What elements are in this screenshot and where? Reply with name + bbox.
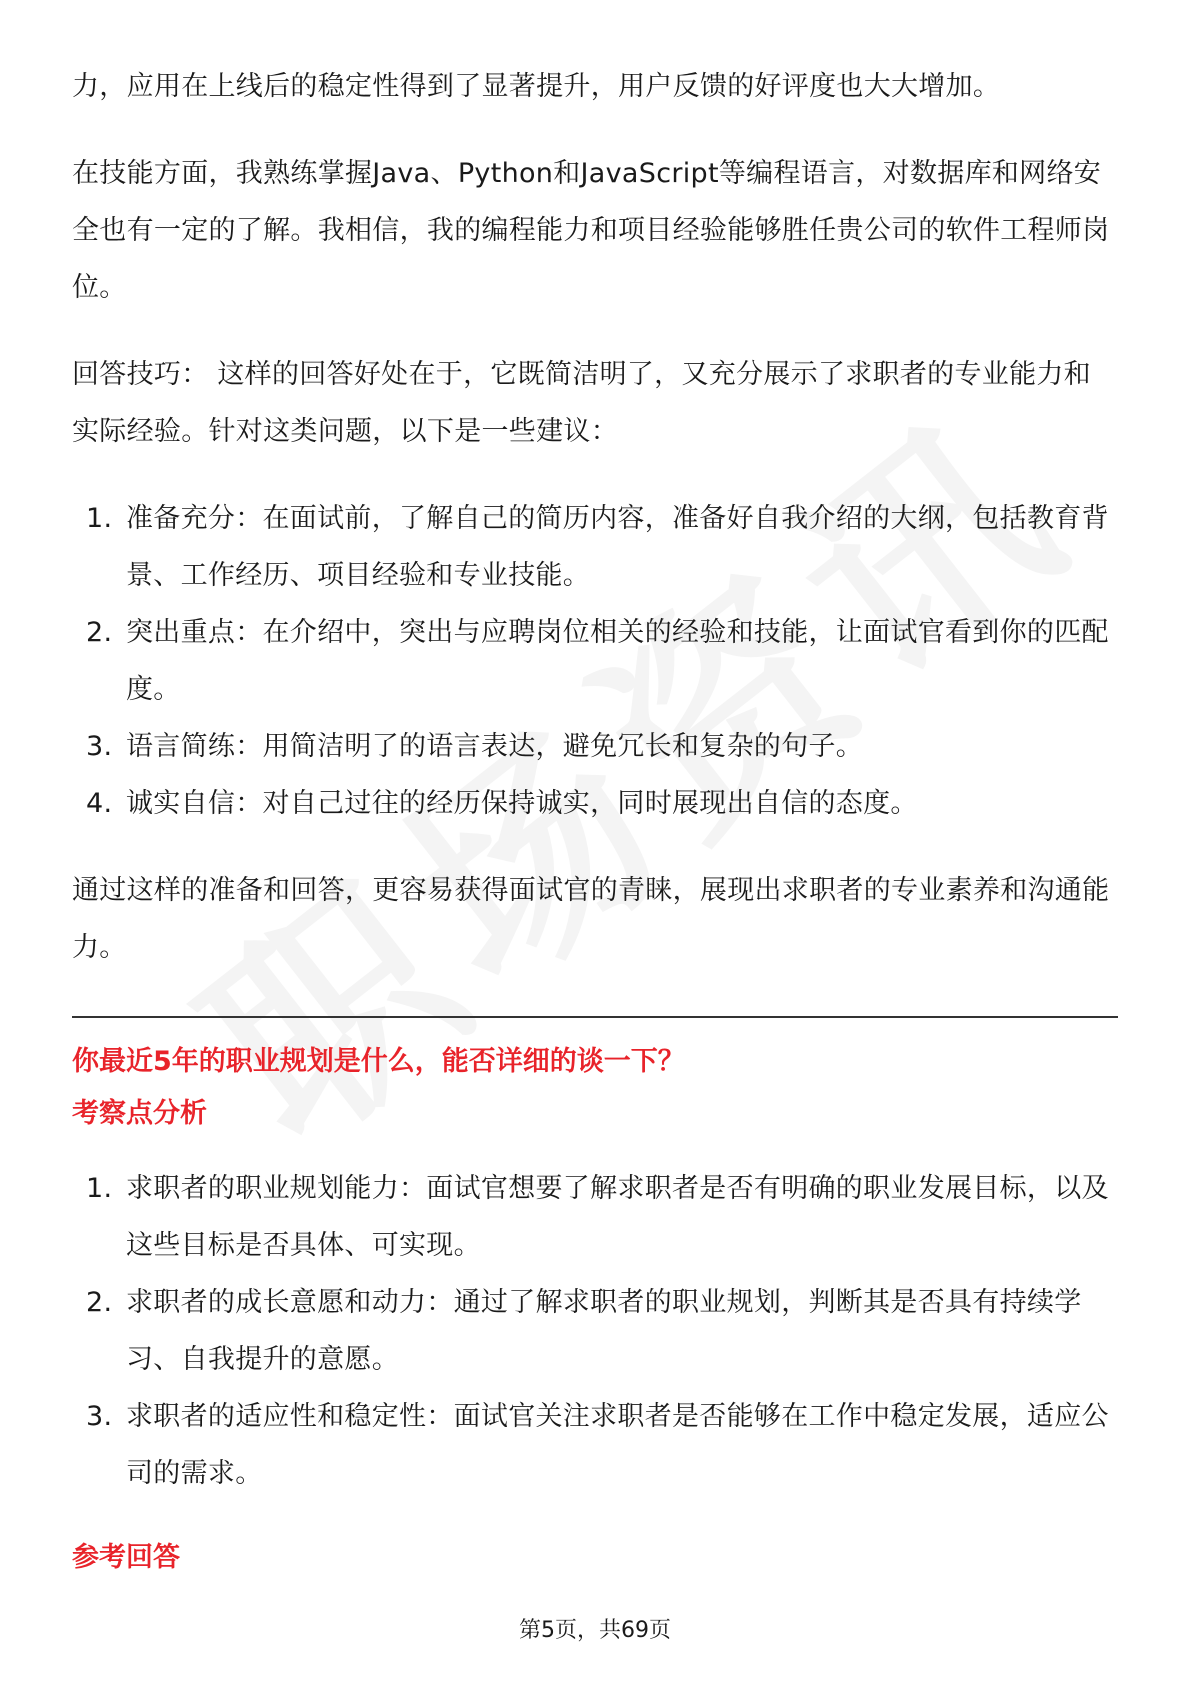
list-item [72, 1388, 1118, 1502]
analysis-heading: 考察点分析 [72, 1098, 207, 1129]
list-item [72, 718, 1118, 775]
list-item-number: 2. [86, 617, 113, 648]
list-item-number: 3. [86, 1401, 113, 1432]
answer-heading: 参考回答 [72, 1542, 180, 1573]
list-item-text: 突出重点：在介绍中，突出与应聘岗位相关的经验和技能，让面试官看到你的匹配度。 [126, 617, 1109, 705]
list-item-number: 2. [86, 1287, 113, 1318]
analysis-list [72, 1160, 1118, 1502]
paragraph-answer-tips: 回答技巧： 这样的回答好处在于，它既简洁明了，又充分展示了求职者的专业能力和实际经验。针对这类问题，以下是一些建议： [72, 359, 1091, 447]
page-number: 第5页，共69页 [519, 1618, 671, 1643]
list-item-text: 诚实自信：对自己过往的经历保持诚实，同时展现出自信的态度。 [126, 788, 918, 819]
list-item-number: 4. [86, 788, 113, 819]
paragraph-summary: 通过这样的准备和回答，更容易获得面试官的青睐，展现出求职者的专业素养和沟通能力。 [72, 875, 1110, 963]
list-item [72, 490, 1118, 604]
list-item [72, 775, 1118, 832]
list-item-text: 求职者的成长意愿和动力：通过了解求职者的职业规划，判断其是否具有持续学习、自我提升的意愿。 [126, 1287, 1082, 1375]
list-item-text: 准备充分：在面试前，了解自己的简历内容，准备好自我介绍的大纲，包括教育背景、工作经历、项目经验和专业技能。 [126, 503, 1109, 591]
list-item-text: 求职者的职业规划能力：面试官想要了解求职者是否有明确的职业发展目标，以及这些目标是否具体、可实现。 [126, 1173, 1109, 1261]
question-title: 你最近5年的职业规划是什么，能否详细的谈一下？ [72, 1046, 685, 1077]
list-item-number: 1. [86, 1173, 113, 1204]
list-item-number: 3. [86, 731, 113, 762]
list-item-text: 求职者的适应性和稳定性：面试官关注求职者是否能够在工作中稳定发展，适应公司的需求。 [126, 1401, 1109, 1489]
list-item [72, 1160, 1118, 1274]
section-divider [72, 1016, 1118, 1018]
tips-list [72, 490, 1118, 832]
page-content [72, 58, 1118, 1604]
list-item [72, 604, 1118, 718]
list-item-number: 1. [86, 503, 113, 534]
paragraph-continuation: 力，应用在上线后的稳定性得到了显著提升，用户反馈的好评度也大大增加。 [72, 71, 1001, 102]
list-item-text: 语言简练：用简洁明了的语言表达，避免冗长和复杂的句子。 [126, 731, 864, 762]
list-item [72, 1274, 1118, 1388]
paragraph-skills: 在技能方面，我熟练掌握Java、Python和JavaScript等编程语言，对数据库和网络安全也有一定的了解。我相信，我的编程能力和项目经验能够胜任贵公司的软件工程师岗位。 [72, 158, 1110, 303]
